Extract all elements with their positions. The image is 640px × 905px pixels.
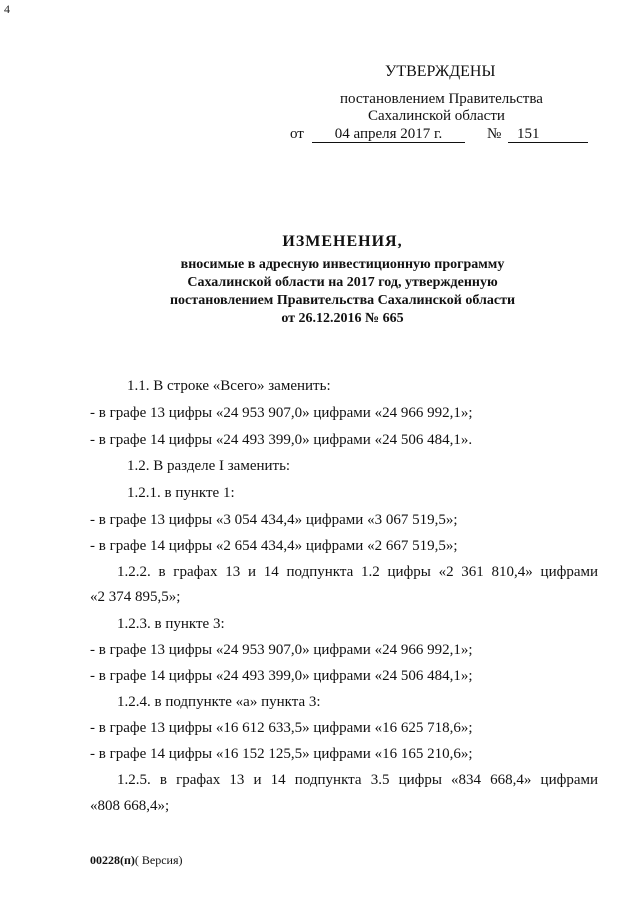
subtitle-line-2: Сахалинской области на 2017 год, утвержденную [187, 275, 498, 290]
document-heading [100, 232, 585, 328]
paragraph-item: - в графе 13 цифры «24 953 907,0» цифрами «24 966 992,1»; [90, 642, 473, 658]
page-mark: 4 [4, 2, 10, 16]
document-footer [90, 853, 183, 868]
paragraph-item: - в графе 13 цифры «24 953 907,0» цифрами «24 966 992,1»; [90, 405, 473, 421]
paragraph-1-1: 1.1. В строке «Всего» заменить: [127, 378, 331, 394]
footer-code: 00228(п) [90, 853, 135, 867]
number-value: 151 [517, 126, 540, 142]
document-title: ИЗМЕНЕНИЯ, [282, 233, 403, 250]
approval-region-line: Сахалинской области [368, 108, 505, 124]
date-prefix: от [290, 126, 304, 142]
paragraph-1-2-1: 1.2.1. в пункте 1: [127, 485, 235, 501]
number-sign: № [487, 126, 502, 142]
date-value: 04 апреля 2017 г. [312, 125, 465, 143]
document-subtitle [100, 256, 585, 328]
paragraph-1-2-4: 1.2.4. в подпункте «а» пункта 3: [117, 694, 321, 710]
paragraph-item: - в графе 14 цифры «16 152 125,5» цифрами «16 165 210,6»; [90, 746, 473, 762]
approval-date-row [290, 125, 590, 145]
paragraph-item: - в графе 13 цифры «16 612 633,5» цифрами «16 625 718,6»; [90, 720, 473, 736]
paragraph-1-2-2: 1.2.2. в графах 13 и 14 подпункта 1.2 цифры «2 361 810,4» цифрами [117, 564, 598, 580]
paragraph-item: - в графе 14 цифры «24 493 399,0» цифрами «24 506 484,1»; [90, 668, 473, 684]
approval-by-line: постановлением Правительства [340, 91, 543, 107]
paragraph-item: - в графе 14 цифры «2 654 434,4» цифрами «2 667 519,5»; [90, 538, 458, 554]
paragraph-item: - в графе 13 цифры «3 054 434,4» цифрами «3 067 519,5»; [90, 512, 458, 528]
subtitle-line-4: от 26.12.2016 № 665 [281, 311, 404, 326]
paragraph-1-2-5: 1.2.5. в графах 13 и 14 подпункта 3.5 цифры «834 668,4» цифрами [117, 772, 598, 788]
paragraph-item: - в графе 14 цифры «24 493 399,0» цифрами «24 506 484,1». [90, 432, 473, 448]
footer-version: ( Версия) [134, 853, 183, 867]
subtitle-line-1: вносимые в адресную инвестиционную программу [180, 257, 505, 272]
paragraph-continuation: «808 668,4»; [90, 798, 170, 814]
approval-title: УТВЕРЖДЕНЫ [385, 63, 496, 80]
number-underline [508, 125, 588, 143]
paragraph-continuation: «2 374 895,5»; [90, 589, 181, 605]
subtitle-line-3: постановлением Правительства Сахалинской области [169, 293, 516, 308]
paragraph-1-2: 1.2. В разделе I заменить: [127, 458, 291, 474]
paragraph-1-2-3: 1.2.3. в пункте 3: [117, 616, 225, 632]
